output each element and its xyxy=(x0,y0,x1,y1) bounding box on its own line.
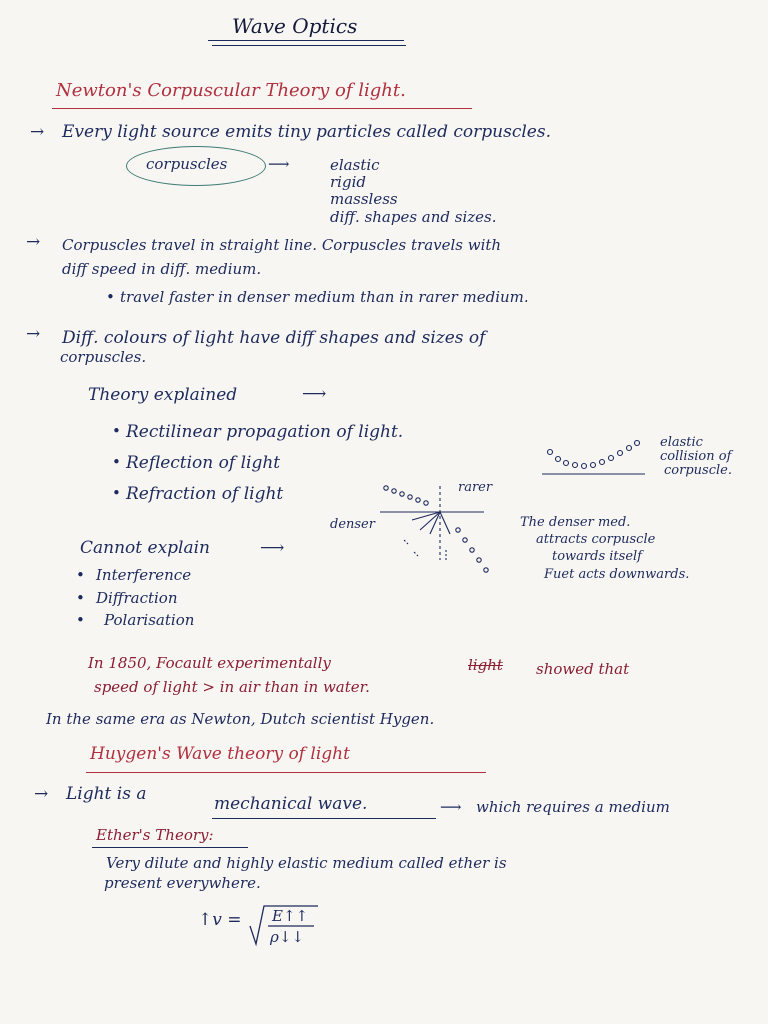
rarer-label: rarer xyxy=(458,480,493,495)
property-massless: massless xyxy=(330,190,398,208)
bullet-icon: • xyxy=(106,288,115,306)
ether-line2: present everywhere. xyxy=(104,874,261,892)
foucault-line2: speed of light > in air than in water. xyxy=(94,678,370,696)
cannot-item-interference: Interference xyxy=(96,566,192,584)
arrow-right-icon: ⟶ xyxy=(440,798,462,816)
bullet-icon: • xyxy=(112,484,121,502)
bullet-icon: • xyxy=(112,422,121,440)
collision-note-1: elastic xyxy=(660,435,703,450)
cannot-item-polarisation: Polarisation xyxy=(104,611,195,629)
property-shapes: diff. shapes and sizes. xyxy=(330,208,497,226)
arrow-icon: → xyxy=(26,324,41,344)
ether-heading: Ether's Theory: xyxy=(96,826,214,844)
arrow-icon: → xyxy=(30,122,45,142)
bullet-icon: • xyxy=(76,589,85,607)
property-rigid: rigid xyxy=(330,173,366,191)
denser-note-3: towards itself xyxy=(552,549,642,564)
newton-point2-bullet: travel faster in denser medium than in rarer medium. xyxy=(120,288,529,306)
huygens-point1-b: mechanical wave. xyxy=(214,794,368,814)
foucault-struck-word: light xyxy=(468,656,503,674)
explained-item-refraction: Refraction of light xyxy=(126,484,284,504)
explained-item-rectilinear: Rectilinear propagation of light. xyxy=(126,422,404,442)
newton-point2-line2: diff speed in diff. medium. xyxy=(62,260,262,278)
formula-numerator: E↑↑ xyxy=(272,907,309,925)
property-elastic: elastic xyxy=(330,156,380,174)
arrow-icon: → xyxy=(26,232,41,252)
collision-note-2: collision of xyxy=(660,449,732,464)
arrow-right-icon: ⟶ xyxy=(302,384,327,404)
newton-point1: Every light source emits tiny particles called corpuscles. xyxy=(62,122,551,142)
explained-heading: Theory explained xyxy=(88,385,238,405)
foucault-line1: In 1850, Focault experimentally xyxy=(88,654,331,672)
huygens-era: In the same era as Newton, Dutch scientist Hygen. xyxy=(46,710,435,728)
page-title: Wave Optics xyxy=(232,14,358,38)
arrow-icon: → xyxy=(34,784,49,804)
collision-note-3: corpuscle. xyxy=(664,463,732,478)
denser-note-1: The denser med. xyxy=(520,515,631,530)
ether-line1: Very dilute and highly elastic medium called ether is xyxy=(106,854,507,872)
bullet-icon: • xyxy=(76,611,85,629)
explained-item-reflection: Reflection of light xyxy=(126,453,281,473)
huygens-heading: Huygen's Wave theory of light xyxy=(90,744,350,764)
newton-point3-line1: Diff. colours of light have diff shapes and sizes of xyxy=(62,328,486,348)
bullet-icon: • xyxy=(112,453,121,471)
arrow-right-icon: ⟶ xyxy=(268,155,290,173)
formula-denominator: ρ↓↓ xyxy=(270,928,304,946)
bullet-icon: • xyxy=(76,566,85,584)
corpuscles-label: corpuscles xyxy=(146,155,228,173)
denser-label: denser xyxy=(330,517,375,532)
newton-heading: Newton's Corpuscular Theory of light. xyxy=(56,80,406,101)
formula-lhs: ↑v = xyxy=(198,910,242,930)
denser-note-2: attracts corpuscle xyxy=(536,532,656,547)
huygens-point1-a: Light is a xyxy=(66,784,147,804)
arrow-right-icon: ⟶ xyxy=(260,538,285,558)
huygens-point1-c: which requires a medium xyxy=(476,798,670,816)
cannot-heading: Cannot explain xyxy=(80,538,210,558)
newton-point3-line2: corpuscles. xyxy=(60,348,147,366)
denser-note-4: Fuet acts downwards. xyxy=(544,567,690,582)
foucault-line1-end: showed that xyxy=(536,660,630,678)
newton-point2-line1: Corpuscles travel in straight line. Corpuscles travels with xyxy=(62,236,502,254)
cannot-item-diffraction: Diffraction xyxy=(96,589,178,607)
